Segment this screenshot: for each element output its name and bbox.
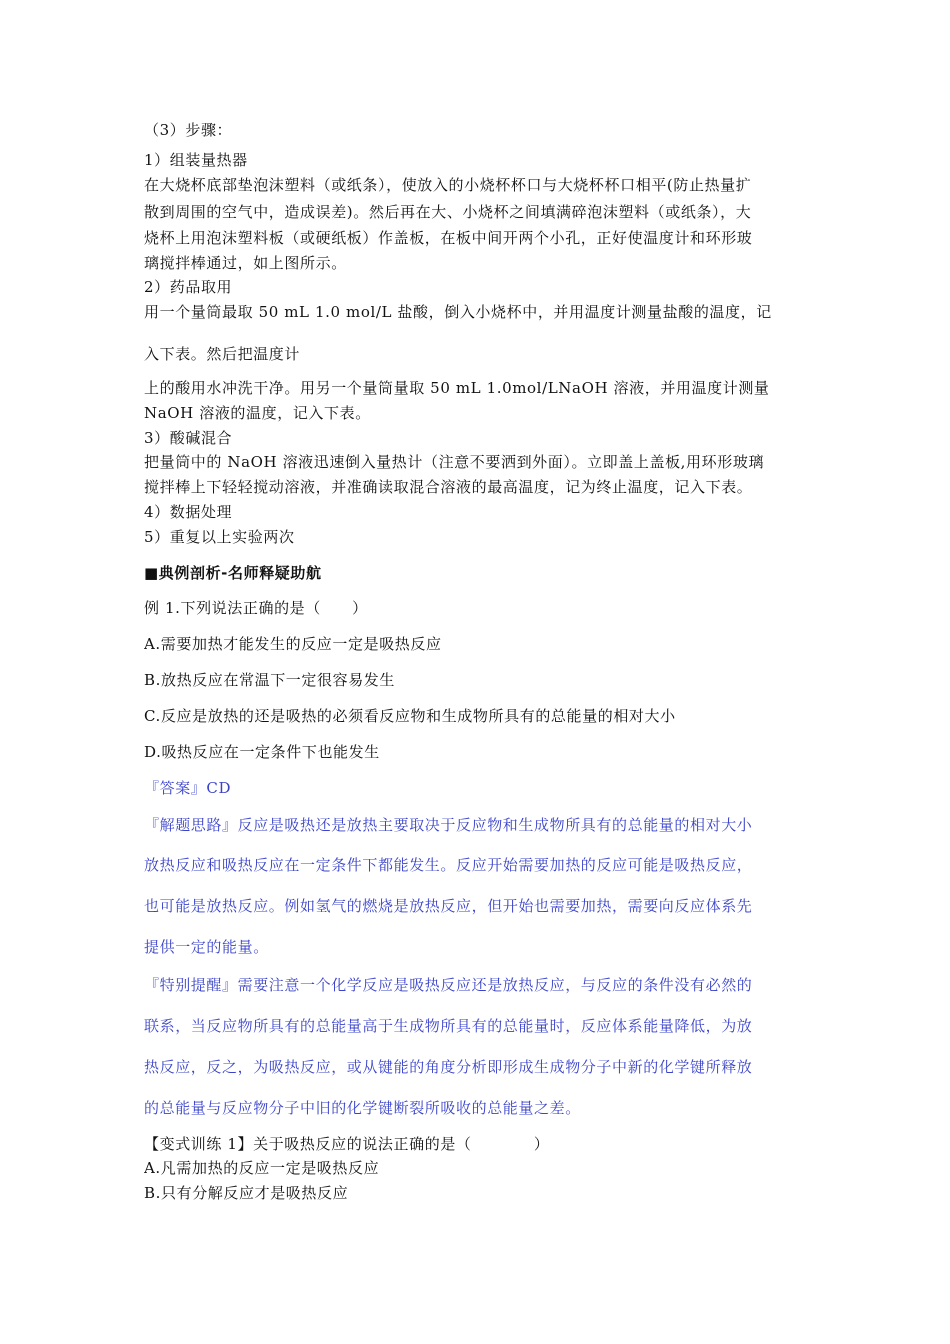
variant-option-b: B.只有分解反应才是吸热反应 <box>144 1184 349 1202</box>
tip-line: 『特别提醒』需要注意一个化学反应是吸热反应还是放热反应，与反应的条件没有必然的 <box>144 976 753 994</box>
step1-line: 散到周围的空气中，造成误差)。然后再在大、小烧杯之间填满碎泡沫塑料（或纸条），大 <box>144 203 752 221</box>
section-title: ■典例剖析-名师释疑助航 <box>144 564 322 582</box>
analysis-line: 『解题思路』反应是吸热还是放热主要取决于反应物和生成物所具有的总能量的相对大小 <box>144 816 753 834</box>
steps-heading: （3）步骤： <box>144 121 233 139</box>
step3-line: 搅拌棒上下轻轻搅动溶液，并准确读取混合溶液的最高温度，记为终止温度，记入下表。 <box>144 478 753 496</box>
tip-line: 热反应，反之，为吸热反应，或从键能的角度分析即形成生成物分子中新的化学键所释放 <box>144 1058 753 1076</box>
analysis-line: 放热反应和吸热反应在一定条件下都能发生。反应开始需要加热的反应可能是吸热反应， <box>144 856 753 874</box>
step1-line: 烧杯上用泡沫塑料板（或硬纸板）作盖板，在板中间开两个小孔，正好使温度计和环形玻 <box>144 229 753 247</box>
example-option-a: A.需要加热才能发生的反应一定是吸热反应 <box>144 635 442 653</box>
answer: 『答案』CD <box>144 779 232 797</box>
step5-title: 5）重复以上实验两次 <box>144 528 295 546</box>
step2-line: NaOH 溶液的温度，记入下表。 <box>144 404 371 422</box>
step1-line: 在大烧杯底部垫泡沫塑料（或纸条），使放入的小烧杯杯口与大烧杯杯口相平(防止热量扩 <box>144 176 752 194</box>
step2-line: 上的酸用水冲洗干净。用另一个量筒量取 50 mL 1.0mol/LNaOH 溶液，并用温度计测量 <box>144 379 770 397</box>
step2-line: 入下表。然后把温度计 <box>144 345 301 363</box>
step2-title: 2）药品取用 <box>144 278 233 296</box>
step2-line: 用一个量筒最取 50 mL 1.0 mol/L 盐酸，倒入小烧杯中，并用温度计测量盐酸的温度，记 <box>144 303 772 321</box>
step1-title: 1）组装量热器 <box>144 151 248 169</box>
tip-line: 的总能量与反应物分子中旧的化学键断裂所吸收的总能量之差。 <box>144 1099 581 1117</box>
step1-line: 璃搅拌棒通过，如上图所示。 <box>144 254 347 272</box>
variant-question: 【变式训练 1】关于吸热反应的说法正确的是（ ） <box>144 1135 550 1153</box>
tip-line: 联系，当反应物所具有的总能量高于生成物所具有的总能量时，反应体系能量降低，为放 <box>144 1017 753 1035</box>
analysis-line: 也可能是放热反应。例如氢气的燃烧是放热反应，但开始也需要加热，需要向反应体系先 <box>144 897 753 915</box>
variant-option-a: A.凡需加热的反应一定是吸热反应 <box>144 1159 380 1177</box>
step4-title: 4）数据处理 <box>144 503 233 521</box>
example-option-b: B.放热反应在常温下一定很容易发生 <box>144 671 395 689</box>
step3-title: 3）酸碱混合 <box>144 429 233 447</box>
step3-line: 把量筒中的 NaOH 溶液迅速倒入量热计（注意不要洒到外面）。立即盖上盖板,用环形玻璃 <box>144 453 765 471</box>
example-option-d: D.吸热反应在一定条件下也能发生 <box>144 743 380 761</box>
example-option-c: C.反应是放热的还是吸热的必须看反应物和生成物所具有的总能量的相对大小 <box>144 707 676 725</box>
example-question: 例 1.下列说法正确的是（ ） <box>144 599 368 617</box>
analysis-line: 提供一定的能量。 <box>144 938 269 956</box>
